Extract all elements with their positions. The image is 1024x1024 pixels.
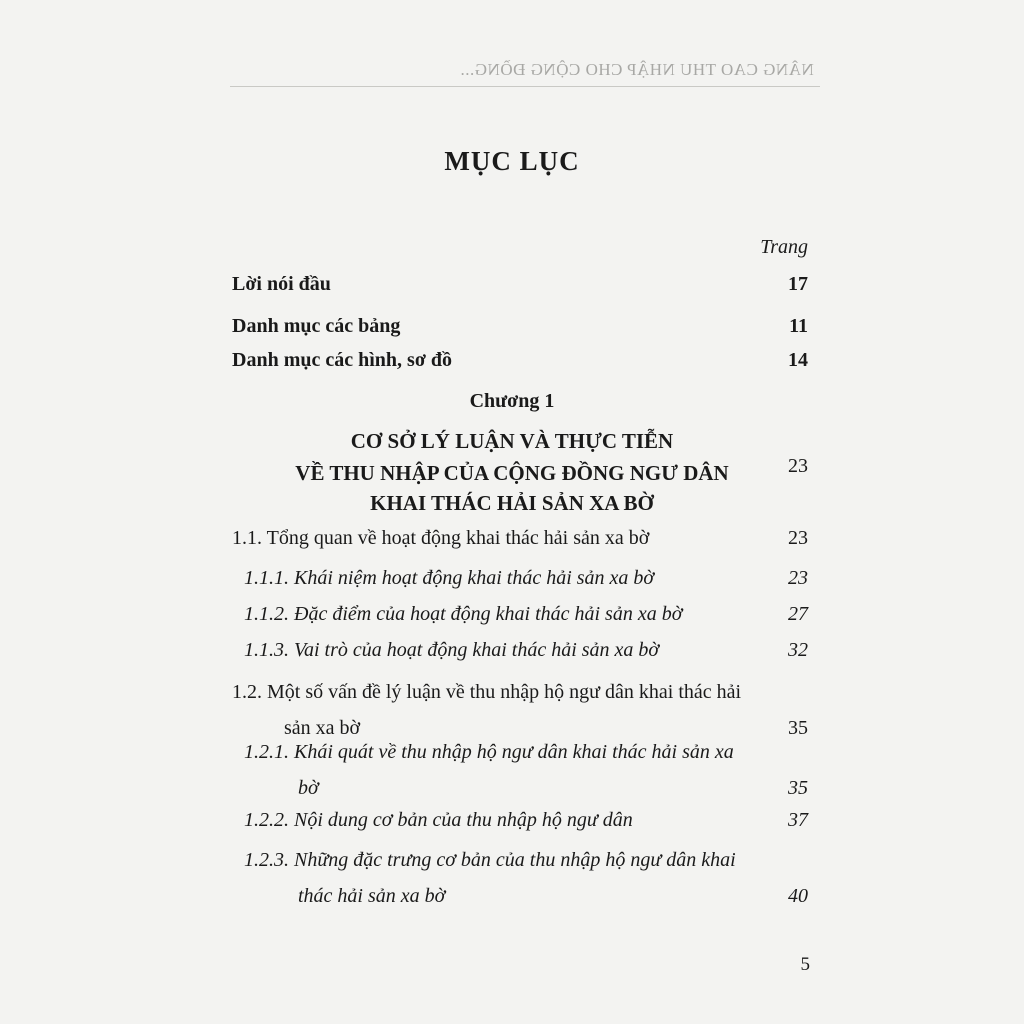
entry-page: 32 [788,639,808,661]
chapter-title-line: KHAI THÁC HẢI SẢN XA BỜ [370,491,654,515]
entry-label: 1.2.2. Nội dung cơ bản của thu nhập hộ ngư dân [244,809,633,831]
toc-entry-figures[interactable] [232,342,808,378]
entry-label: Danh mục các bảng [232,315,401,337]
entry-page: 17 [788,273,808,295]
entry-label: 1.1.3. Vai trò của hoạt động khai thác hải sản xa bờ [244,639,660,661]
entry-page: 35 [788,717,808,739]
chapter-label: Chương 1 [469,390,555,412]
entry-label: 1.1. Tổng quan về hoạt động khai thác hải sản xa bờ [232,527,650,549]
toc-entry-1-2-3[interactable] [244,842,808,914]
entry-page: 27 [788,603,808,625]
entry-label: Lời nói đầu [232,273,331,295]
entry-page: 35 [788,777,808,799]
entry-page: 37 [788,809,808,831]
toc-entry-1-1-2[interactable] [244,596,808,632]
toc-entry-1-2-1[interactable] [244,734,808,806]
bleed-through-header: NÂNG CAO THU NHẬP CHO CỘNG ĐỒNG... [460,60,814,79]
entry-page: 23 [788,527,808,549]
entry-label: 1.1.1. Khái niệm hoạt động khai thác hải sản xa bờ [244,567,655,589]
entry-label: Danh mục các hình, sơ đồ [232,349,453,371]
entry-label: 1.2.3. Những đặc trưng cơ bản của thu nhập hộ ngư dân khai thác hải sản xa bờ [244,849,736,907]
entry-page: 40 [788,885,808,907]
bleed-through-rule [230,86,820,87]
chapter-page: 23 [788,455,808,477]
toc-entry-1-2-2[interactable] [244,802,808,838]
toc-entry-1-1-3[interactable] [244,632,808,668]
entry-page: 23 [788,567,808,589]
toc-entry-foreword[interactable] [232,266,808,302]
entry-page: 11 [789,315,808,337]
toc-title: MỤC LỤC [444,146,580,176]
chapter-title-line: CƠ SỞ LÝ LUẬN VÀ THỰC TIỄN [350,429,674,453]
entry-label: 1.2. Một số vấn đề lý luận về thu nhập hộ ngư dân khai thác hải sản xa bờ [232,681,742,739]
toc-entry-tables[interactable] [232,308,808,344]
page-number: 5 [800,954,810,975]
entry-page: 14 [788,349,808,371]
chapter-title-line: VỀ THU NHẬP CỦA CỘNG ĐỒNG NGƯ DÂN [295,461,729,485]
entry-label: 1.1.2. Đặc điểm của hoạt động khai thác hải sản xa bờ [244,603,683,625]
entry-label: 1.2.1. Khái quát về thu nhập hộ ngư dân khai thác hải sản xa bờ [244,741,734,799]
toc-entry-1-1[interactable] [232,520,808,556]
toc-entry-1-1-1[interactable] [244,560,808,596]
page-column-label: Trang [760,236,808,258]
